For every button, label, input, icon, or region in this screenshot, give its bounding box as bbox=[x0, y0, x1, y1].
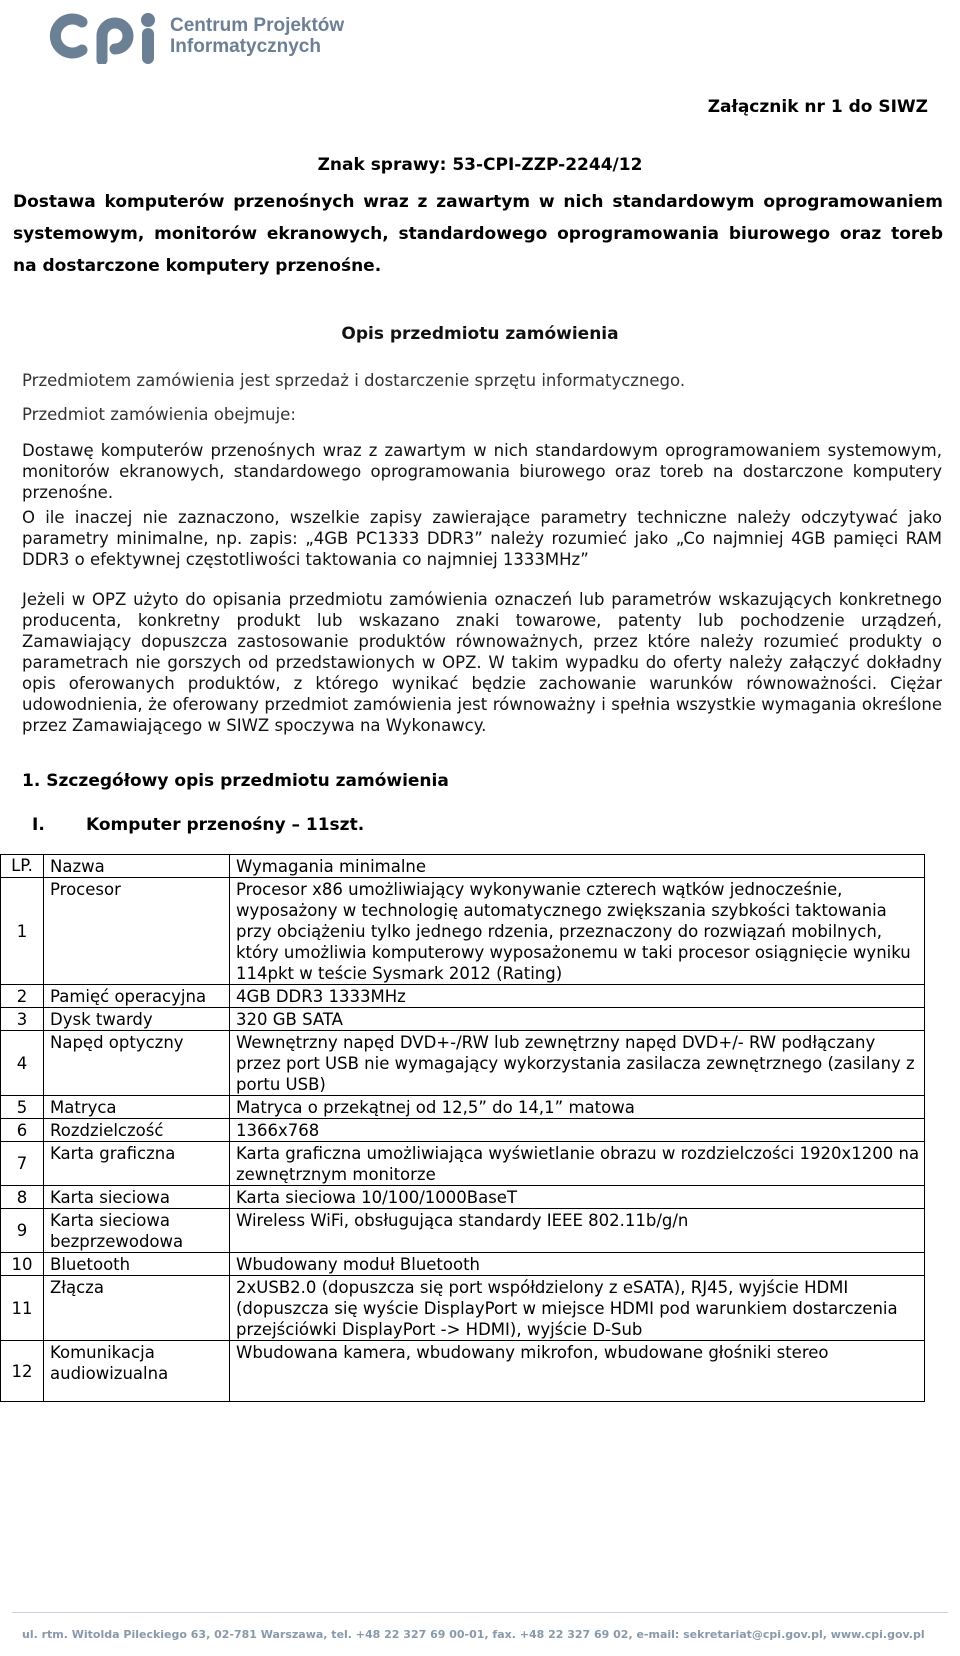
row-lp: 1 bbox=[1, 878, 44, 985]
row-lp: 12 bbox=[1, 1341, 44, 1402]
paragraph-parameters: O ile inaczej nie zaznaczono, wszelkie zapisy zawierające parametry techniczne należy odczytywać jako parametry minimalne, np. zapis: „4GB PC1333 DDR3” należy rozumieć jako „Co najmniej 4GB pamięci RAM DDR3 o efektywnej częstotliwości taktowania co najmniej 1333MHz” bbox=[22, 508, 942, 569]
table-row bbox=[1, 1008, 925, 1031]
row-requirement: Karta sieciowa 10/100/1000BaseT bbox=[230, 1186, 925, 1209]
row-lp: 9 bbox=[1, 1209, 44, 1253]
row-name: Karta sieciowa bezprzewodowa bbox=[44, 1209, 230, 1253]
attachment-label: Załącznik nr 1 do SIWZ bbox=[707, 97, 928, 117]
case-reference: Znak sprawy: 53-CPI-ZZP-2244/12 bbox=[317, 155, 643, 175]
row-lp: 6 bbox=[1, 1119, 44, 1142]
detailed-description-heading: 1. Szczegółowy opis przedmiotu zamówienia bbox=[22, 771, 449, 791]
row-requirement: Wireless WiFi, obsługująca standardy IEEE 802.11b/g/n bbox=[230, 1209, 925, 1253]
header-name: Nazwa bbox=[44, 855, 230, 878]
table-row bbox=[1, 1186, 925, 1209]
row-requirement: 1366x768 bbox=[230, 1119, 925, 1142]
laptop-heading-text: Komputer przenośny – 11szt. bbox=[86, 815, 365, 835]
row-name: Procesor bbox=[44, 878, 230, 985]
paragraph-equivalence: Jeżeli w OPZ użyto do opisania przedmiotu zamówienia oznaczeń lub parametrów wskazujących konkretnego producenta, konkretny produkt lub wskazano znaki towarowe, patenty lub pochodzenie urządzeń, Zamawiający dopuszcza zastosowanie produktów równoważnych, przez które należy rozumieć produkty o parametrach nie gorszych od przedstawionych w OPZ. W takim wypadku do oferty należy załączyć dokładny opis oferowanych produktów, z którego wynikać będzie zachowanie warunków równoważności. Ciężar udowodnienia, że oferowany przedmiot zamówienia jest równoważny i spełnia wszystkie wymagania określone przez Zamawiającego w SIWZ spoczywa na Wykonawcy. bbox=[22, 590, 942, 735]
row-lp: 4 bbox=[1, 1031, 44, 1096]
requirements-table bbox=[0, 854, 925, 1402]
logo-line-1: Centrum Projektów bbox=[170, 15, 345, 36]
row-name: Matryca bbox=[44, 1096, 230, 1119]
table-row bbox=[1, 1253, 925, 1276]
intro-line-2: Przedmiot zamówienia obejmuje: bbox=[22, 405, 296, 424]
row-name: Napęd optyczny bbox=[44, 1031, 230, 1096]
table-row bbox=[1, 1276, 925, 1341]
logo-text bbox=[170, 15, 344, 57]
row-requirement: 4GB DDR3 1333MHz bbox=[230, 985, 925, 1008]
table-row bbox=[1, 1209, 925, 1253]
footer-address: ul. rtm. Witolda Pileckiego 63, 02-781 Warszawa, tel. +48 22 327 69 00-01, fax. +48 22 327 69 02, e-mail: sekretariat@cpi.gov.pl, www.cpi.gov.pl bbox=[22, 1628, 925, 1641]
table-row bbox=[1, 1341, 925, 1402]
laptop-heading-number: I. bbox=[32, 815, 45, 835]
row-name: Złącza bbox=[44, 1276, 230, 1341]
table-header-row bbox=[1, 855, 925, 878]
laptop-heading bbox=[32, 815, 364, 835]
row-requirement: Matryca o przekątnej od 12,5” do 14,1” matowa bbox=[230, 1096, 925, 1119]
table-row bbox=[1, 1096, 925, 1119]
footer-divider bbox=[12, 1612, 948, 1613]
row-lp: 2 bbox=[1, 985, 44, 1008]
cpi-logo bbox=[44, 8, 344, 64]
section-heading: Opis przedmiotu zamówienia bbox=[341, 324, 619, 344]
row-requirement: Wbudowana kamera, wbudowany mikrofon, wbudowane głośniki stereo bbox=[230, 1341, 925, 1402]
row-lp: 5 bbox=[1, 1096, 44, 1119]
table-row bbox=[1, 1119, 925, 1142]
header-requirements: Wymagania minimalne bbox=[230, 855, 925, 878]
row-lp: 11 bbox=[1, 1276, 44, 1341]
row-name: Pamięć operacyjna bbox=[44, 985, 230, 1008]
row-lp: 8 bbox=[1, 1186, 44, 1209]
row-lp: 7 bbox=[1, 1142, 44, 1186]
table-row bbox=[1, 878, 925, 985]
row-name: Komunikacja audiowizualna bbox=[44, 1341, 230, 1402]
row-name: Karta graficzna bbox=[44, 1142, 230, 1186]
row-lp: 3 bbox=[1, 1008, 44, 1031]
logo-line-2: Informatycznych bbox=[170, 36, 321, 57]
cpi-logo-mark bbox=[44, 8, 162, 64]
table-row bbox=[1, 1031, 925, 1096]
document-title: Dostawa komputerów przenośnych wraz z zawartym w nich standardowym oprogramowaniem systemowym, monitorów ekranowych, standardowego oprogramowania biurowego oraz toreb na dostarczone komputery przenośne. bbox=[13, 192, 943, 276]
row-name: Karta sieciowa bbox=[44, 1186, 230, 1209]
row-requirement: Wewnętrzny napęd DVD+-/RW lub zewnętrzny napęd DVD+/- RW podłączany przez port USB nie wymagający wykorzystania zasilacza zewnętrznego (zasilany z portu USB) bbox=[230, 1031, 925, 1096]
row-name: Bluetooth bbox=[44, 1253, 230, 1276]
row-requirement: 2xUSB2.0 (dopuszcza się port współdzielony z eSATA), RJ45, wyjście HDMI (dopuszcza się wyście DisplayPort w miejsce HDMI pod warunkiem dostarczenia przejściówki DisplayPort -> HDMI), wyjście D-Sub bbox=[230, 1276, 925, 1341]
row-requirement: Karta graficzna umożliwiająca wyświetlanie obrazu w rozdzielczości 1920x1200 na zewnętrznym monitorze bbox=[230, 1142, 925, 1186]
table-row bbox=[1, 985, 925, 1008]
row-name: Dysk twardy bbox=[44, 1008, 230, 1031]
row-requirement: 320 GB SATA bbox=[230, 1008, 925, 1031]
row-lp: 10 bbox=[1, 1253, 44, 1276]
row-name: Rozdzielczość bbox=[44, 1119, 230, 1142]
intro-line-1: Przedmiotem zamówienia jest sprzedaż i dostarczenie sprzętu informatycznego. bbox=[22, 371, 686, 390]
header-lp: LP. bbox=[1, 855, 44, 878]
row-requirement: Procesor x86 umożliwiający wykonywanie czterech wątków jednocześnie, wyposażony w technologię automatycznego zwiększania szybkości taktowania przy obciążeniu tylko jednego rdzenia, przeznaczony do rozwiązań mobilnych, który umożliwia komputerowy wyposażonemu w taki procesor osiągnięcie wyniku 114pkt w teście Sysmark 2012 (Rating) bbox=[230, 878, 925, 985]
paragraph-scope: Dostawę komputerów przenośnych wraz z zawartym w nich standardowym oprogramowaniem systemowym, monitorów ekranowych, standardowego oprogramowania biurowego oraz toreb na dostarczone komputery przenośne. bbox=[22, 441, 942, 502]
row-requirement: Wbudowany moduł Bluetooth bbox=[230, 1253, 925, 1276]
table-row bbox=[1, 1142, 925, 1186]
